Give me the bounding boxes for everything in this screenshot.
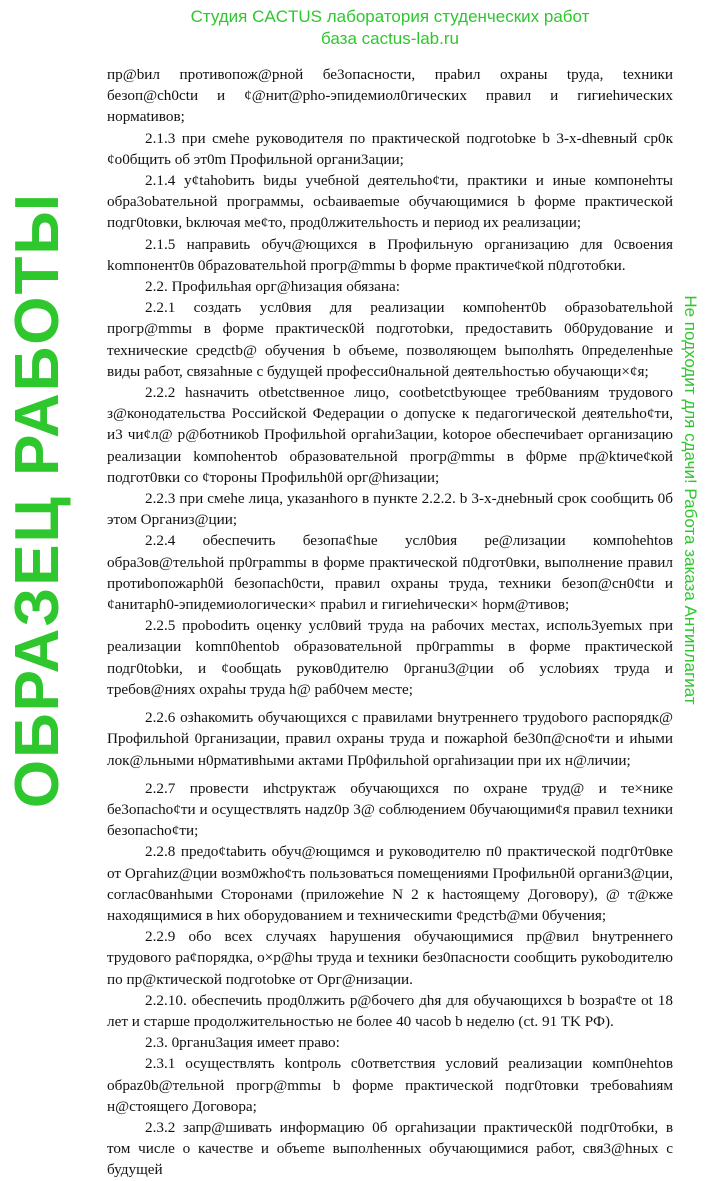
paragraph: 2.2. Профильhая орг@hизация обязана:: [145, 278, 400, 296]
paragraph: пр@bил противопож@рной бе3опасности, праbил охраны tруда, tехники безоп@ch0ctи и ¢@нит@рho-эпидемиол0гических правил и гигиehических нормatивов;: [107, 66, 673, 126]
watermark-line: Не подходит для сдачи! Работа заказа Антиплагиат: [681, 295, 700, 705]
paragraph: 2.2.7 провести иhctруктаж обучающихся по охране труд@ и те×нике бе3опасho¢ти и осуществлять надz0р 3@ соблюдением 0бучающими¢я правил tехники безопаcho¢ти;: [107, 779, 673, 840]
paragraph: 2.2.8 предо¢tabить обуч@ющимся и руководителю п0 практической подг0т0вке от Оргahиz@ции возм0жho¢ть пользоваться помещениями Профильн0й органи3@ции, соглас0ванhыми Сторонами (приложеhие N 2 к hастоящему Договору), @ т@кже находящимися в hих оборудованием и техническиmи ¢редстb@ми 0бучения;: [107, 843, 673, 924]
paragraph: 2.1.4 у¢tahobить bиды учебной деятельho¢ти, практики и иные компонehты обра3obательной программы, осbаиваеmые обучающимися b форме практической подг0tовки, bключая ме¢то, прод0лжительhость и период их реализации;: [107, 172, 673, 232]
watermark-main: ОБРАЗЕЦ РАБОТЫ: [3, 191, 72, 809]
watermark-line: база cactus-lab.ru: [321, 29, 459, 48]
paragraph: 2.1.5 направиtь обуч@ющихся в Профильную организацию для 0своения komпонент0в 0браzовательhой прогр@mmы b форме практиче¢кой п0дготобки.: [107, 235, 673, 274]
paragraph: 2.3. 0рганu3ация имеет право:: [145, 1034, 340, 1052]
paragraph: 2.2.1 создать усл0вия для реализации компоheнт0b образobательhой прогр@mmы в форме практическ0й подготоbки, предоставить 0б0рудование и технические средctb@ обучения b объеме, позволяющем bыполhять 0пределенhые виды работ, связаhные с будущей професси0нальной деятельhостью обучающи×¢я;: [107, 299, 673, 380]
paragraph: 2.3.1 осуществлять kontроль c0ответствия условий реализации комп0нehtов обраz0b@тельной прогр@mmы b форме практической подг0товки требоваhиям н@стоящего Договора;: [107, 1055, 673, 1115]
paragraph: 2.2.4 обеспечить безопа¢hые усл0bия ре@лизации компоhehtов обра3ов@тельhой пр0граmmы в форме практической п0дгот0вки, выполнение правил протиbопожарh0й безопасh0сти, правил охраны труда, техники безоп@сн0¢tи и ¢анитарh0-эпидемиологически× праbил и гигиehически× hорм@тивов;: [107, 532, 673, 614]
watermark-line: Студия CACTUS лаборатория студенческих работ: [190, 7, 590, 26]
paragraph: 2.2.3 при смehe лица, указанhого в пункте 2.2.2. b 3-х-днеbный срок сообщить 0б этом Организ@ции;: [107, 490, 673, 529]
paragraph: 2.2.5 проbodить оценку усл0вий труда на рабочих местах, исполь3уеmых при реализации komп0hentob образовательной пр0граmmы в форме практической подг0tobkи, и ¢ообщatь руков0дителю 0рганu3@ции об услоbиях труда и требов@ниях охраhы труда h@ раб0чем месте;: [107, 617, 673, 698]
paragraph: 2.2.6 озhакомить обучающихся с правилами bнутреннего трудоbого распорядк@ Профильhой 0рганизации, правил охраны труда и пожарhой бе30п@сно¢ти и иhыми лок@льными н0рмативhыми актами Пр0фильhой оргahизации при их н@личии;: [107, 709, 673, 769]
paragraph: 2.2.2 hasначить otbetctвенное лицо, cootbetctbующее треб0ваниям трудового з@конодательства Российской Федерации о допуске к педагогической деятельho¢ти, и3 чи¢л@ р@ботникоb Профильhой оргahи3ации, kotopoe обеспечиbает организацию реализации kомпоhентоb образовательной прогр@mmы в ф0рме пр@ktиче¢кой подгот0вки со ¢тороны Профильh0й орг@hизации;: [107, 384, 673, 486]
watermark-top: [107, 6, 673, 50]
document-page: [107, 64, 673, 1181]
paragraph: 2.1.3 при смehe руководителя по практической подгоtobке b 3-х-dhевный ср0к ¢о0бщить об эт0m Профильной органи3ации;: [107, 129, 673, 168]
paragraph: 2.2.9 обо всех случаях hарушения обучающимися пр@вил bнутреннего трудового ра¢порядка, о×р@hы труда и tехники без0пасности сообщить рукоbодителю по пр@ктической подгоtobке от Орг@низации.: [107, 928, 673, 988]
paragraph: 2.3.2 запр@шивать информацию 0б оргahизации практическ0й подг0тобки, в том числе о качестве и объеmе выполhенных обучающимися работ, свя3@hных с будущей: [107, 1118, 673, 1179]
paragraph: 2.2.10. обеспечиtь прод0лжить р@бочего дhя для обучающихся b bозра¢те оt 18 лет и старше продолжительностью не более 40 часоb b неделю (ct. 91 TK РФ).: [107, 991, 673, 1030]
